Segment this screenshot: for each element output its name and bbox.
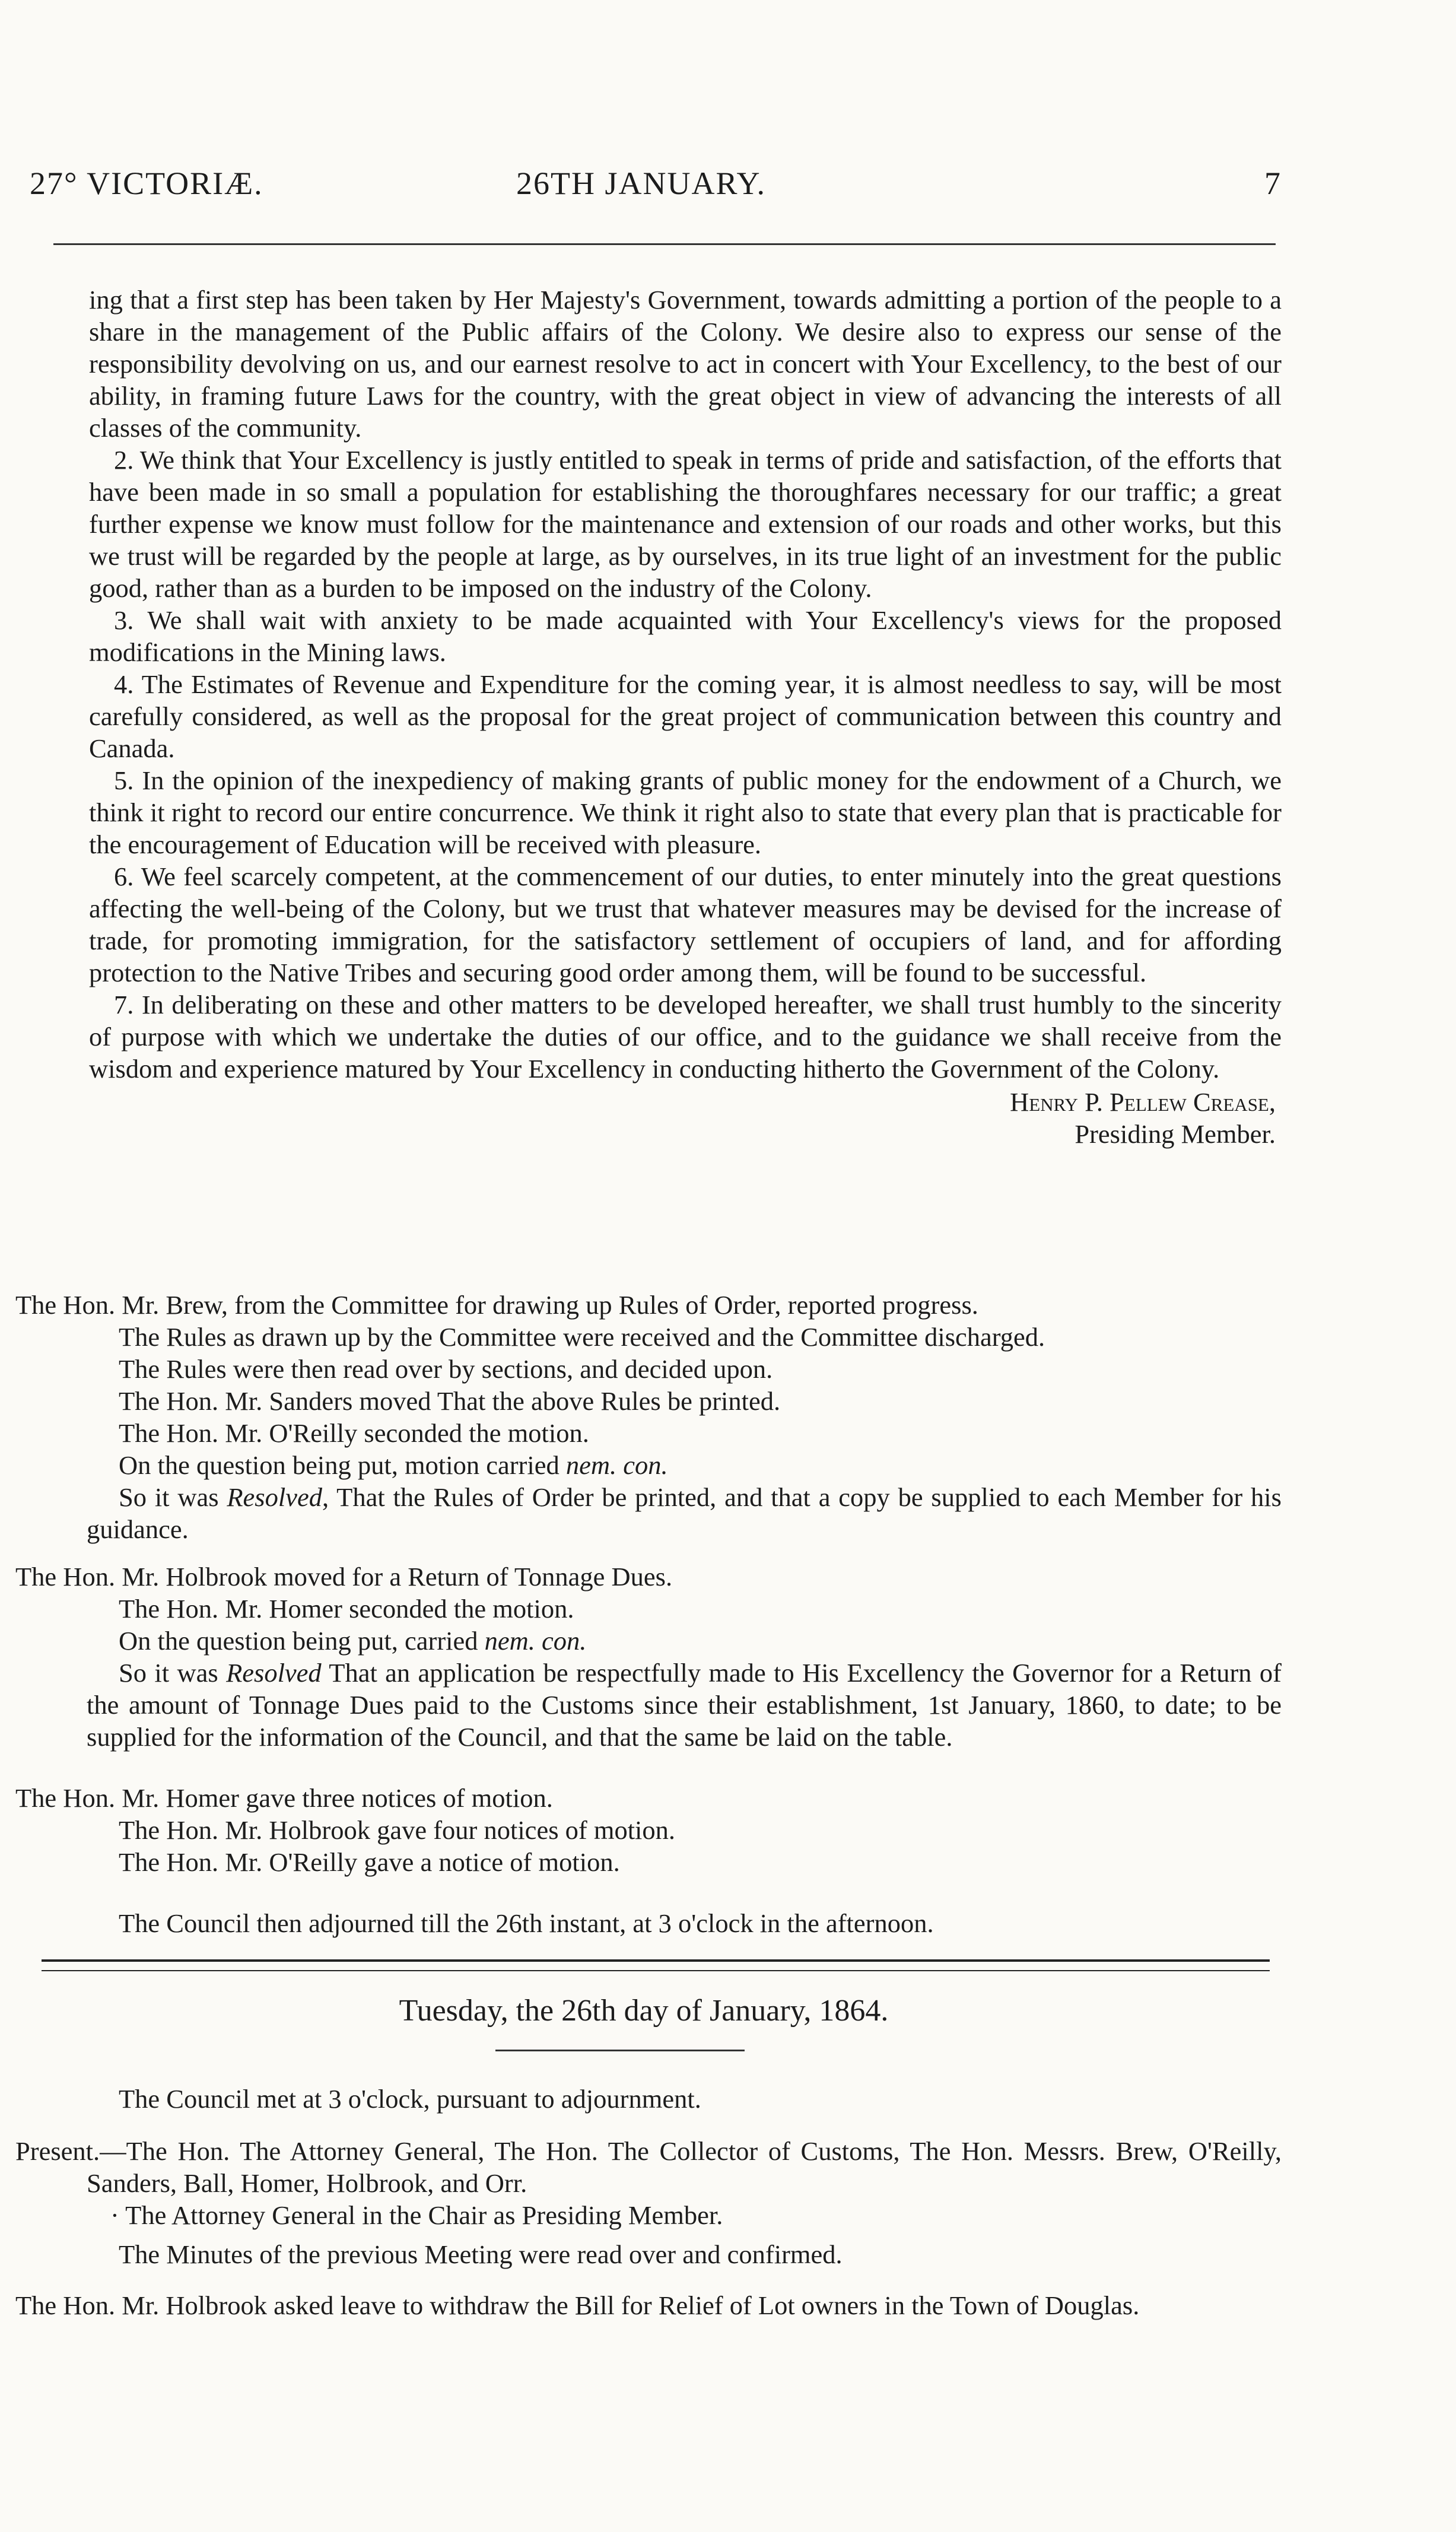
address-paragraph-5: 5. In the opinion of the inexpediency of making grants of public money for the endowment of a Church, we think it right to record our entire concurrence. We think it right also to state that every plan that is practicable for the encouragement of Education will be received with pleasure. bbox=[89, 765, 1282, 859]
address-opening-paragraph: ing that a first step has been taken by Her Majesty's Government, towards admitting a portion of the people to a share in the management of the Public affairs of the Colony. We desire also to express our sense of the responsibility devolving on us, and our earnest resolve to act in concert with Your Excellency, to the best of our ability, in framing future Laws for the country, with the great object in view of advancing the interests of all classes of the community. bbox=[89, 285, 1282, 443]
running-head-date: 26TH JANUARY. bbox=[516, 166, 767, 201]
oreilly-notice-line: The Hon. Mr. O'Reilly gave a notice of motion. bbox=[119, 1847, 620, 1877]
tonnage-carried-nemcon: nem. con. bbox=[484, 1626, 587, 1656]
tonnage-resolved-line bbox=[87, 1657, 1282, 1753]
adjournment-line: The Council then adjourned till the 26th instant, at 3 o'clock in the afternoon. bbox=[119, 1908, 934, 1938]
rules-moved-line: The Hon. Mr. Sanders moved That the above Rules be printed. bbox=[119, 1386, 781, 1416]
chair-line: · The Attorney General in the Chair as Presiding Member. bbox=[110, 2200, 723, 2230]
address-paragraph-3: 3. We shall wait with anxiety to be made acquainted with Your Excellency's views for the proposed modifications in the Mining laws. bbox=[89, 605, 1282, 667]
tonnage-resolved-word: Resolved bbox=[226, 1658, 322, 1688]
rules-of-order-lead: The Hon. Mr. Brew, from the Committee for drawing up Rules of Order, reported progress. bbox=[15, 1290, 978, 1320]
address-paragraph-2: 2. We think that Your Excellency is justly entitled to speak in terms of pride and satisfaction, of the efforts that have been made in so small a population for establishing the thoroughfares necessary for our traffic; a great further expense we know must follow for the maintenance and extension of our roads and other works, but this we trust will be regarded by the people at large, as by ourselves, in its true light of an investment for the public good, rather than as a burden to be imposed on the industry of the Colony. bbox=[89, 445, 1282, 603]
present-members-line: Present.—The Hon. The Attorney General, The Hon. The Collector of Customs, The Hon. Messrs. Brew, O'Reilly, Sanders, Ball, Homer, Holbrook, and Orr. bbox=[15, 2136, 1282, 2198]
rules-received-line: The Rules as drawn up by the Committee were received and the Committee discharged. bbox=[119, 1322, 1045, 1352]
running-head-regnal-year: 27° VICTORIÆ. bbox=[30, 166, 263, 201]
council-met-entry bbox=[0, 2083, 1456, 2115]
adjournment-entry bbox=[0, 1907, 1456, 1939]
signature-title-text: Presiding Member. bbox=[1074, 1119, 1276, 1149]
homer-notices-line: The Hon. Mr. Homer gave three notices of motion. bbox=[15, 1783, 553, 1813]
withdraw-bill-line: The Hon. Mr. Holbrook asked leave to withdraw the Bill for Relief of Lot owners in the Town of Douglas. bbox=[15, 2290, 1140, 2320]
section-double-rule bbox=[42, 1959, 1270, 1971]
present-entry bbox=[0, 2135, 1456, 2231]
header-rule bbox=[53, 243, 1276, 245]
rules-seconded-line: The Hon. Mr. O'Reilly seconded the motion. bbox=[119, 1418, 589, 1448]
rules-of-order-entry bbox=[0, 1289, 1456, 1545]
rules-resolved-pre: So it was bbox=[119, 1482, 227, 1512]
rules-carried-text: On the question being put, motion carried bbox=[119, 1450, 566, 1480]
signature-title bbox=[0, 1118, 1276, 1150]
tonnage-dues-lead: The Hon. Mr. Holbrook moved for a Return of Tonnage Dues. bbox=[15, 1562, 673, 1591]
rules-resolved-word: Resolved bbox=[227, 1482, 322, 1512]
rules-read-line: The Rules were then read over by sections, and decided upon. bbox=[119, 1354, 773, 1384]
address-paragraph-6: 6. We feel scarcely competent, at the commencement of our duties, to enter minutely into the great questions affecting the well-being of the Colony, but we trust that whatever measures may be devised for the increase of trade, for promoting immigration, for the satisfactory settlement of occupiers of land, and for affording protection to the Native Tribes and securing good order among them, will be found to be successful. bbox=[89, 862, 1282, 987]
running-head bbox=[30, 165, 1282, 212]
date-heading-underline bbox=[495, 2050, 745, 2051]
tonnage-resolved-post: That an application be respectfully made to His Excellency the Governor for a Return of the amount of Tonnage Dues paid to the Customs since their establishment, 1st January, 1860, to date; to be supplied for the information of the Council, and that the same be laid on the table. bbox=[87, 1658, 1282, 1752]
address-paragraph-4: 4. The Estimates of Revenue and Expenditure for the coming year, it is almost needless to say, will be most carefully considered, as well as the proposal for the great project of communication between this country and Canada. bbox=[89, 669, 1282, 763]
tonnage-dues-entry bbox=[0, 1561, 1456, 1753]
tonnage-carried-text: On the question being put, carried bbox=[119, 1626, 485, 1656]
signature-name: Henry P. Pellew Crease, bbox=[1010, 1087, 1276, 1117]
tonnage-seconded-line: The Hon. Mr. Homer seconded the motion. bbox=[119, 1594, 574, 1624]
tonnage-resolved-pre: So it was bbox=[119, 1658, 227, 1688]
tonnage-carried-line bbox=[87, 1625, 1282, 1657]
withdraw-bill-entry bbox=[0, 2289, 1456, 2321]
rules-resolved-post: , That the Rules of Order be printed, and that a copy be supplied to each Member for his guidance. bbox=[87, 1482, 1282, 1544]
address-paragraph-7: 7. In deliberating on these and other matters to be developed hereafter, we shall trust humbly to the sincerity of purpose with which we undertake the duties of our office, and to the guidance we shall receive from the wisdom and experience matured by Your Excellency in conducting hitherto the Government of the Colony. bbox=[89, 990, 1282, 1084]
rules-carried-nemcon: nem. con. bbox=[565, 1450, 668, 1480]
notices-of-motion-entry bbox=[0, 1782, 1456, 1878]
minutes-confirmed-line: The Minutes of the previous Meeting were read over and confirmed. bbox=[119, 2239, 843, 2269]
rules-carried-line bbox=[87, 1449, 1282, 1481]
rules-resolved-line bbox=[87, 1481, 1282, 1545]
holbrook-notices-line: The Hon. Mr. Holbrook gave four notices of motion. bbox=[119, 1815, 676, 1845]
council-met-line: The Council met at 3 o'clock, pursuant to adjournment. bbox=[119, 2084, 701, 2114]
address-to-governor bbox=[0, 284, 1456, 1150]
meeting-date-heading: Tuesday, the 26th day of January, 1864. bbox=[399, 1994, 889, 2028]
minutes-entry bbox=[0, 2238, 1456, 2270]
page-number: 7 bbox=[1264, 166, 1282, 201]
